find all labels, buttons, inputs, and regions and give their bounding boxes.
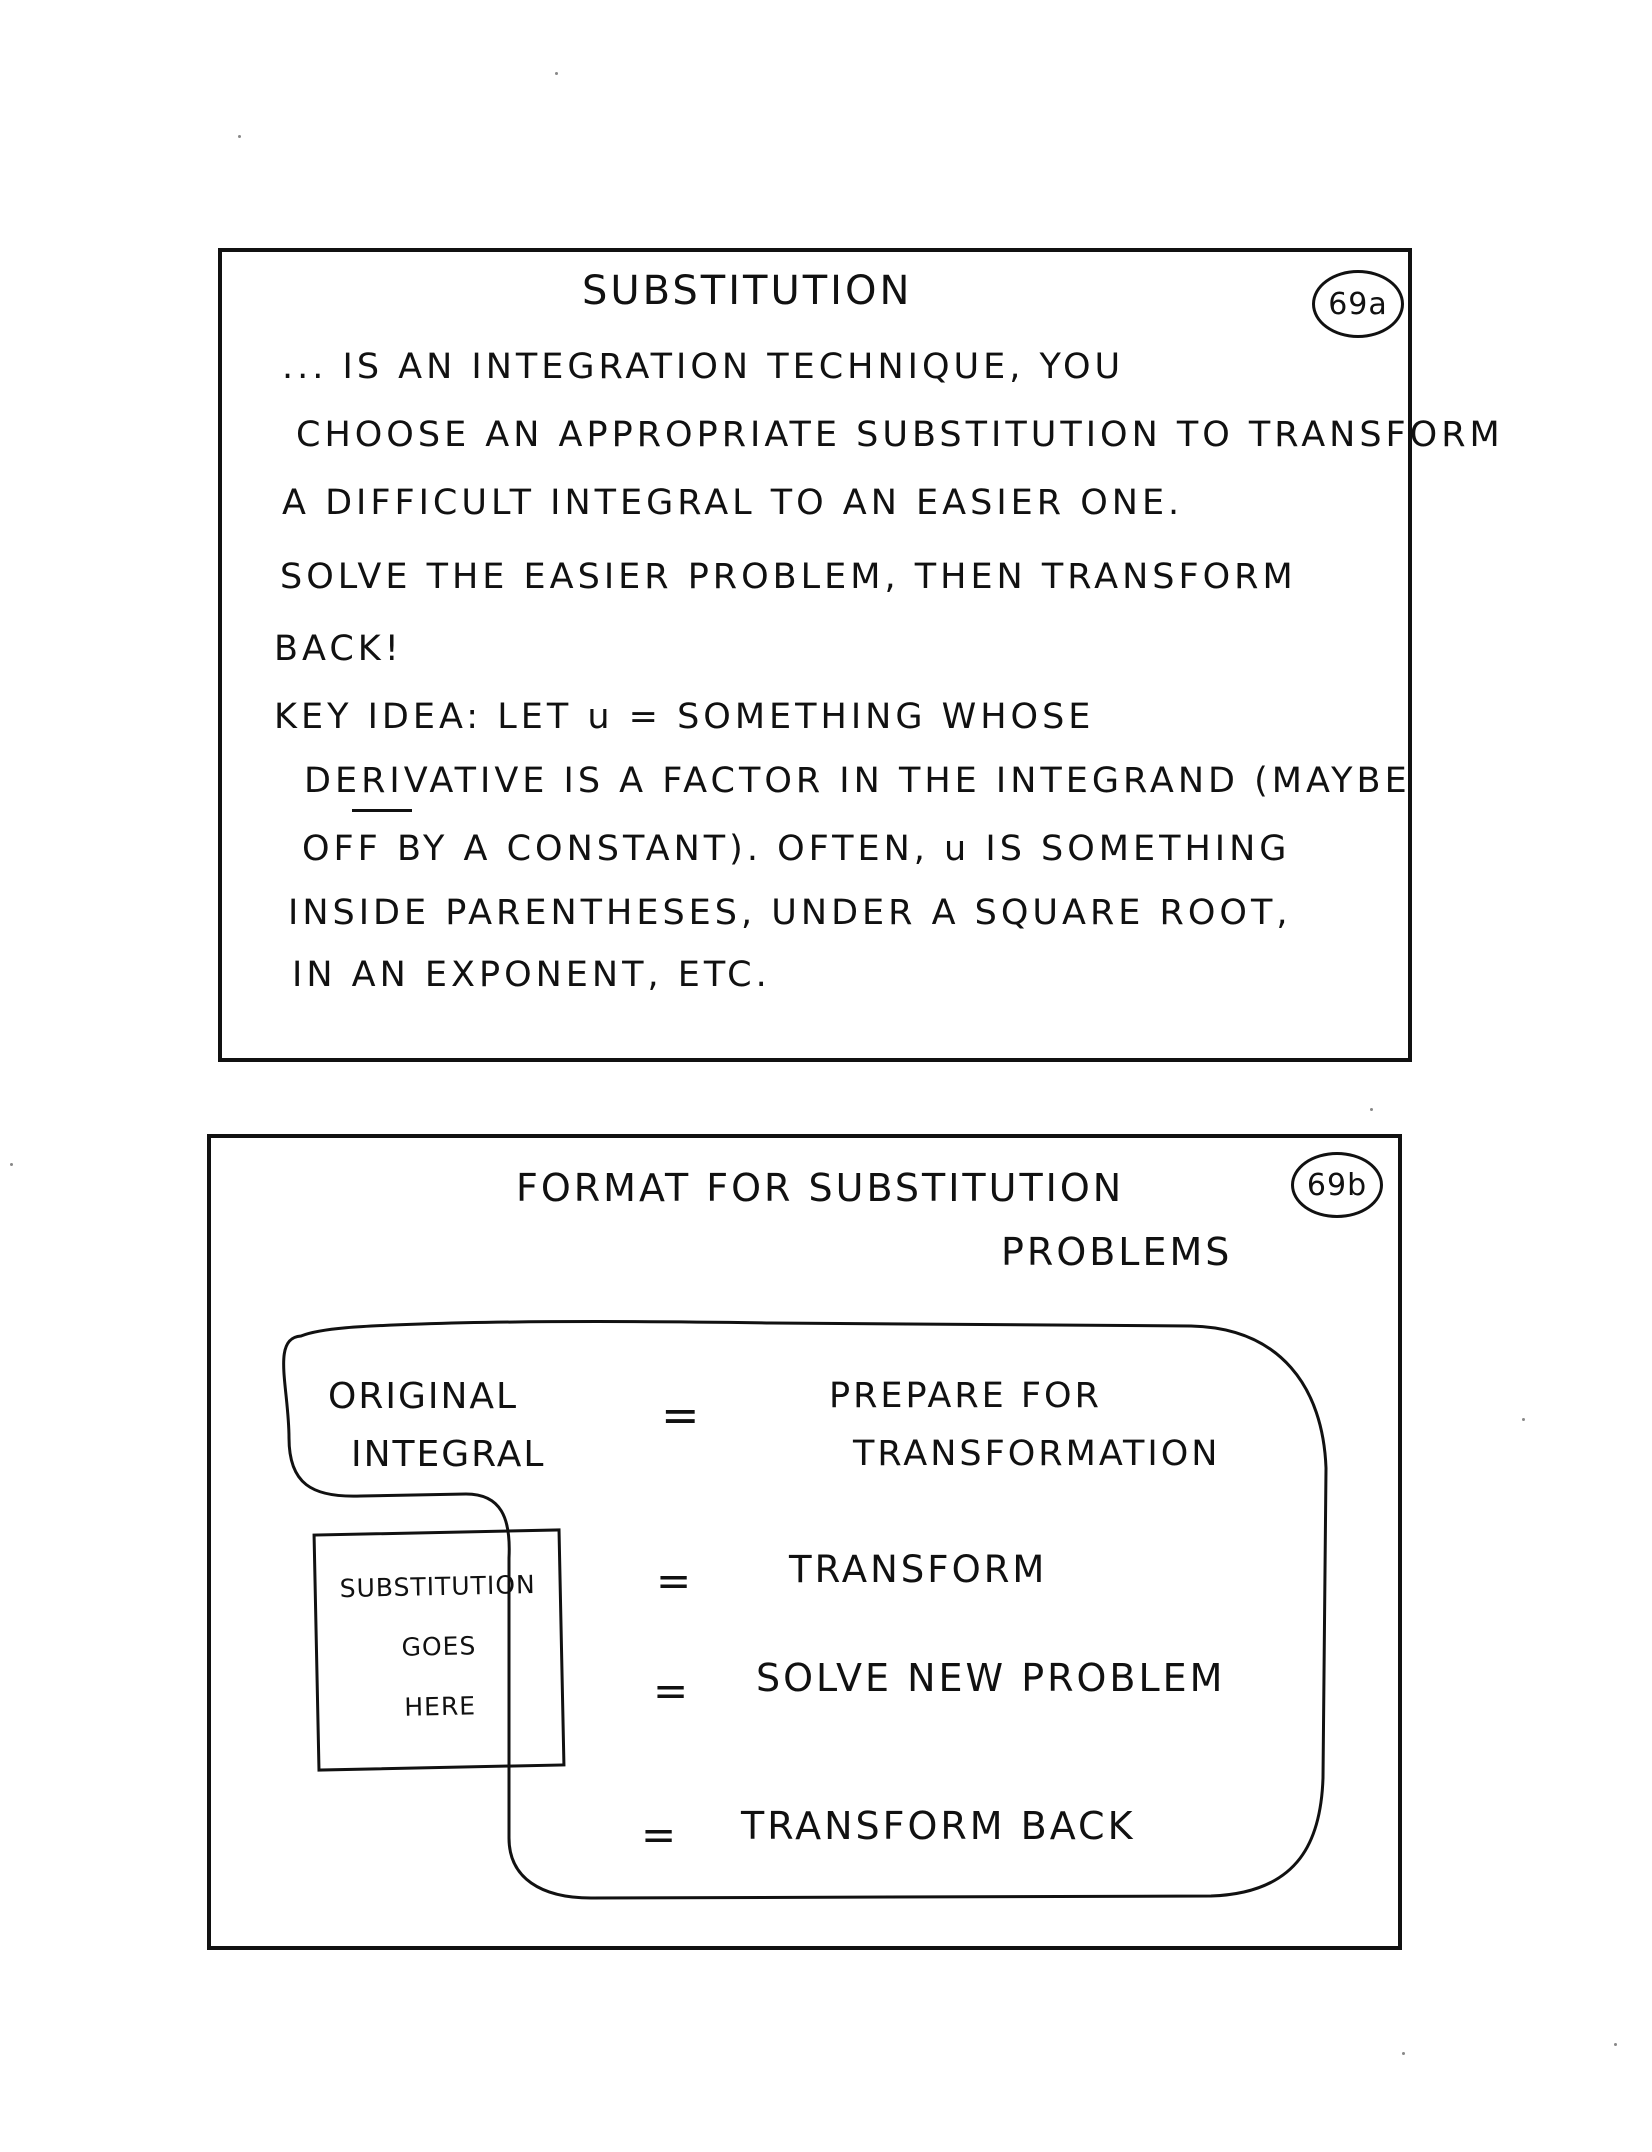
text-line: CHOOSE AN APPROPRIATE SUBSTITUTION TO TRANSFORM xyxy=(296,415,1504,455)
original-integral-label: INTEGRAL xyxy=(351,1434,546,1475)
substitution-definition-card xyxy=(218,248,1504,1062)
text-line: SOLVE THE EASIER PROBLEM, THEN TRANSFORM xyxy=(280,557,1297,597)
scan-speck xyxy=(238,135,241,138)
text-line: OFF BY A CONSTANT). OFTEN, u IS SOMETHING xyxy=(302,829,1291,869)
substitution-box-label: HERE xyxy=(403,1691,477,1722)
equals-sign: = xyxy=(653,1666,692,1715)
substitution-box xyxy=(313,1528,566,1771)
scan-speck xyxy=(555,72,558,75)
scan-speck xyxy=(1522,1418,1525,1421)
scan-speck xyxy=(1402,2052,1405,2055)
text-line: KEY IDEA: LET u = SOMETHING WHOSE xyxy=(274,697,1095,737)
text-line: IN AN EXPONENT, ETC. xyxy=(292,955,771,995)
page-number-badge: 69a xyxy=(1312,270,1404,338)
scan-speck xyxy=(1370,1108,1373,1111)
substitution-box-label: GOES xyxy=(401,1631,477,1662)
underline-mark xyxy=(352,809,412,812)
card-title: SUBSTITUTION xyxy=(582,268,913,314)
equals-sign: = xyxy=(661,1388,703,1442)
substitution-format-card xyxy=(207,1134,1402,1950)
card-title-continued: PROBLEMS xyxy=(1001,1230,1233,1274)
text-line: ... IS AN INTEGRATION TECHNIQUE, YOU xyxy=(282,347,1125,387)
text-line: A DIFFICULT INTEGRAL TO AN EASIER ONE. xyxy=(282,483,1184,523)
card-title: FORMAT FOR SUBSTITUTION xyxy=(516,1166,1125,1210)
text-line: INSIDE PARENTHESES, UNDER A SQUARE ROOT, xyxy=(288,893,1292,933)
text-line: BACK! xyxy=(274,629,403,669)
page-number-badge: 69b xyxy=(1291,1152,1383,1218)
step-label: PREPARE FOR xyxy=(829,1376,1102,1416)
text-line: DERIVATIVE IS A FACTOR IN THE INTEGRAND (MAYBE xyxy=(304,761,1411,801)
scan-speck xyxy=(10,1163,13,1166)
step-label: SOLVE NEW PROBLEM xyxy=(756,1656,1226,1700)
substitution-box-label: SUBSTITUTION xyxy=(339,1569,536,1604)
scan-speck xyxy=(1614,2043,1617,2046)
step-label: TRANSFORMATION xyxy=(853,1434,1221,1474)
step-label: TRANSFORM xyxy=(789,1548,1048,1591)
original-integral-label: ORIGINAL xyxy=(328,1376,519,1417)
step-label: TRANSFORM BACK xyxy=(741,1804,1136,1848)
equals-sign: = xyxy=(641,1810,680,1859)
equals-sign: = xyxy=(656,1556,695,1605)
